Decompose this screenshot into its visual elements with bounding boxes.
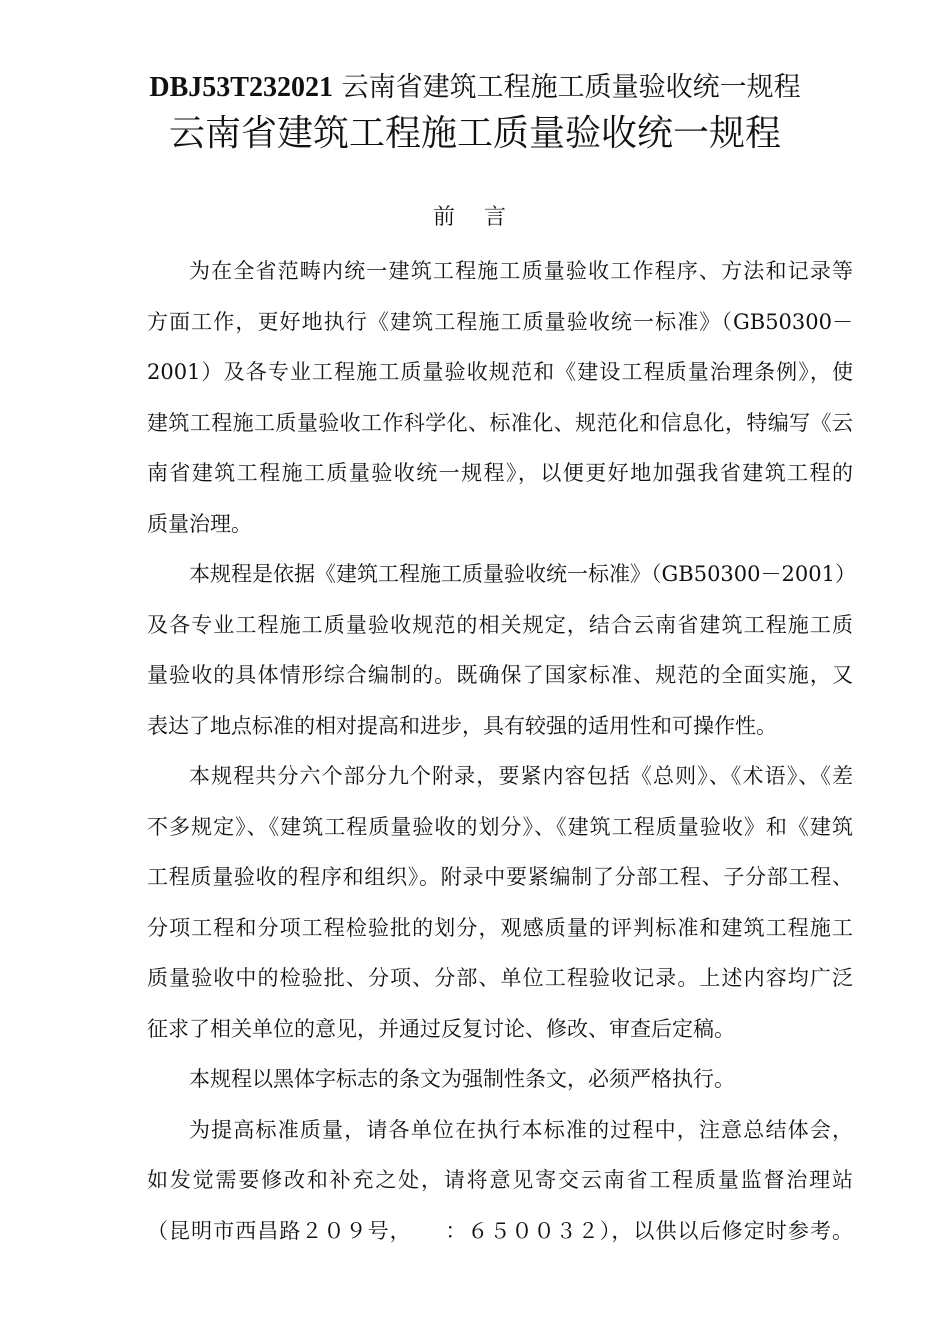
document-title: 云南省建筑工程施工质量验收统一规程 [168, 113, 781, 154]
standard-code: DBJ53T232021 [149, 72, 333, 103]
text-line: 为在全省范畴内统一建筑工程施工质量验收工作程序、方法和记录等 [189, 259, 853, 283]
text-line: 南省建筑工程施工质量验收统一规程》，以便更好地加强我省建筑工程的 [147, 461, 853, 485]
text-line: 本规程是依据《建筑工程施工质量验收统一标准》（GB50300－2001） [189, 562, 856, 586]
text-line: 建筑工程施工质量验收工作科学化、标准化、规范化和信息化，特编写《云 [147, 410, 853, 435]
preface-body [147, 246, 856, 1256]
text-line: 本规程共分六个部分九个附录，要紧内容包括《总则》、《术语》、《差 [189, 764, 853, 788]
text-line: 量验收的具体情形综合编制的。既确保了国家标准、规范的全面实施，又 [147, 663, 853, 687]
text-line: 质量治理。 [147, 511, 252, 536]
text-line: 及各专业工程施工质量验收规范的相关规定，结合云南省建筑工程施工质 [147, 612, 853, 637]
text-line: 2001）及各专业工程施工质量验收规范和《建设工程质量治理条例》，使 [147, 360, 853, 384]
text-line: 本规程以黑体字标志的条文为强制性条文，必须严格执行。 [189, 1067, 735, 1091]
header-title: 云南省建筑工程施工质量验收统一规程 [332, 72, 801, 103]
text-line: 表达了地点标准的相对提高和进步，具有较强的适用性和可操作性。 [147, 713, 777, 738]
text-line: 为提高标准质量，请各单位在执行本标准的过程中，注意总结体会， [189, 1117, 853, 1142]
text-line: （昆明市西昌路２０９号， ：６５００３２），以供以后修定时参考。 [147, 1218, 853, 1243]
text-line: 分项工程和分项工程检验批的划分，观感质量的评判标准和建筑工程施工 [147, 915, 853, 940]
text-line: 方面工作，更好地执行《建筑工程施工质量验收统一标准》（GB50300－ [147, 309, 853, 334]
text-line: 征求了相关单位的意见，并通过反复讨论、修改、审查后定稿。 [147, 1016, 735, 1041]
text-line: 质量验收中的检验批、分项、分部、单位工程验收记录。上述内容均广泛 [147, 966, 853, 990]
text-line: 如发觉需要修改和补充之处，请将意见寄交云南省工程质量监督治理站 [147, 1168, 853, 1192]
text-line: 不多规定》、《建筑工程质量验收的划分》、《建筑工程质量验收》和《建筑 [147, 814, 853, 839]
section-heading-preface: 前 言 [433, 205, 517, 230]
text-line: 工程质量验收的程序和组织》。附录中要紧编制了分部工程、子分部工程、 [147, 865, 853, 889]
document-header [0, 68, 950, 108]
